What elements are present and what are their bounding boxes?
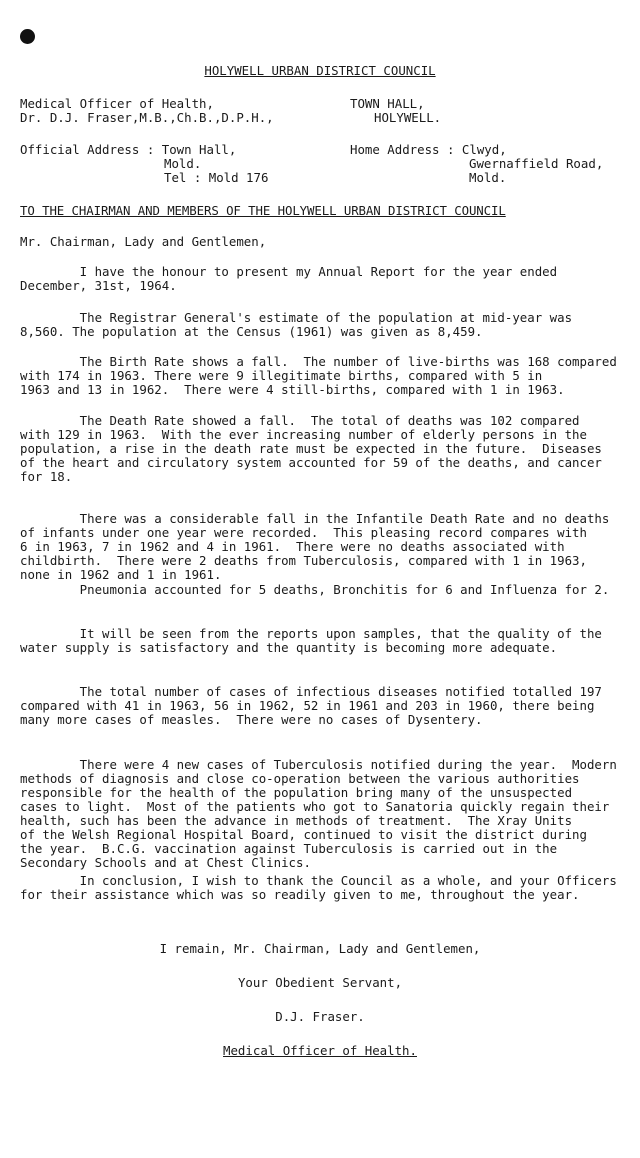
paragraph-9 <box>20 758 636 870</box>
council-title: HOLYWELL URBAN DISTRICT COUNCIL <box>204 63 436 78</box>
paragraph-line: responsible for the health of the population bring many of the unsuspected <box>20 785 573 800</box>
closing-block <box>20 942 636 1058</box>
punch-hole-icon <box>20 29 35 44</box>
paragraph-7 <box>20 627 636 655</box>
paragraph-line: of the Welsh Regional Hospital Board, continued to visit the district during <box>20 827 587 842</box>
home-address-l3: Mold. <box>469 170 507 185</box>
paragraph-6 <box>20 583 636 597</box>
paragraph-5 <box>20 512 636 582</box>
paragraph-line: I have the honour to present my Annual Report for the year ended <box>20 264 558 279</box>
salutation-text: Mr. Chairman, Lady and Gentlemen, <box>20 234 267 249</box>
office-line-2: HOLYWELL. <box>374 110 442 125</box>
paragraph-line: many more cases of measles. There were no cases of Dysentery. <box>20 712 483 727</box>
paragraph-line: with 129 in 1963. With the ever increasing number of elderly persons in the <box>20 427 587 442</box>
paragraph-2 <box>20 311 636 339</box>
paragraph-line: for 18. <box>20 469 73 484</box>
paragraph-line: health, such has been the advance in methods of treatment. The Xray Units <box>20 813 573 828</box>
paragraph-line: The Death Rate showed a fall. The total of deaths was 102 compared <box>20 413 580 428</box>
paragraph-line: In conclusion, I wish to thank the Council as a whole, and your Officers <box>20 873 617 888</box>
addressee-heading: TO THE CHAIRMAN AND MEMBERS OF THE HOLYWELL URBAN DISTRICT COUNCIL <box>20 203 506 218</box>
paragraph-line: Secondary Schools and at Chest Clinics. <box>20 855 311 870</box>
paragraph-3 <box>20 355 636 397</box>
paragraph-line: The total number of cases of infectious diseases notified totalled 197 <box>20 684 602 699</box>
paragraph-line: There were 4 new cases of Tuberculosis notified during the year. Modern <box>20 757 617 772</box>
official-address-l2: Mold. <box>164 156 202 171</box>
official-telephone: Tel : Mold 176 <box>164 170 269 185</box>
officer-block <box>20 97 636 125</box>
paragraph-line: compared with 41 in 1963, 56 in 1962, 52 in 1961 and 203 in 1960, there being <box>20 698 595 713</box>
paragraph-line: of the heart and circulatory system accounted for 59 of the deaths, and cancer <box>20 455 602 470</box>
official-address: Official Address : Town Hall, <box>20 142 237 157</box>
officer-role: Medical Officer of Health, <box>20 96 214 111</box>
officer-name: Dr. D.J. Fraser,M.B.,Ch.B.,D.P.H., <box>20 110 274 125</box>
paragraph-line: water supply is satisfactory and the quantity is becoming more adequate. <box>20 640 558 655</box>
paragraph-line: for their assistance which was so readily given to me, throughout the year. <box>20 887 580 902</box>
signatory-name: D.J. Fraser. <box>275 1009 365 1024</box>
paragraph-line: There was a considerable fall in the Infantile Death Rate and no deaths <box>20 511 610 526</box>
paragraph-line: methods of diagnosis and close co-operation between the various authorities <box>20 771 580 786</box>
paragraph-line: 1963 and 13 in 1962. There were 4 still-births, compared with 1 in 1963. <box>20 382 565 397</box>
paragraph-line: 8,560. The population at the Census (1961) was given as 8,459. <box>20 324 483 339</box>
paragraph-line: population, a rise in the death rate must be expected in the future. Diseases <box>20 441 602 456</box>
paragraph-10 <box>20 874 636 902</box>
paragraph-4 <box>20 414 636 484</box>
paragraph-8 <box>20 685 636 727</box>
home-address-l2: Gwernaffield Road, <box>469 156 604 171</box>
paragraph-line: childbirth. There were 2 deaths from Tuberculosis, compared with 1 in 1963, <box>20 553 587 568</box>
office-line-1: TOWN HALL, <box>350 96 425 111</box>
salutation <box>20 235 636 249</box>
address-block <box>20 143 636 185</box>
paragraph-line: The Registrar General's estimate of the population at mid-year was <box>20 310 573 325</box>
home-address: Home Address : Clwyd, <box>350 142 507 157</box>
paragraph-line: Pneumonia accounted for 5 deaths, Bronchitis for 6 and Influenza for 2. <box>20 582 610 597</box>
paragraph-line: 6 in 1963, 7 in 1962 and 4 in 1961. There were no deaths associated with <box>20 539 565 554</box>
paragraph-line: cases to light. Most of the patients who got to Sanatoria quickly regain their <box>20 799 610 814</box>
paragraph-line: December, 31st, 1964. <box>20 278 177 293</box>
paragraph-line: the year. B.C.G. vaccination against Tuberculosis is carried out in the <box>20 841 558 856</box>
signatory-title: Medical Officer of Health. <box>223 1043 417 1058</box>
closing-servant: Your Obedient Servant, <box>237 975 403 990</box>
paragraph-line: with 174 in 1963. There were 9 illegitimate births, compared with 5 in <box>20 368 543 383</box>
paragraph-line: none in 1962 and 1 in 1961. <box>20 567 222 582</box>
paragraph-line: The Birth Rate shows a fall. The number of live-births was 168 compared <box>20 354 617 369</box>
paragraph-1 <box>20 265 636 293</box>
paragraph-line: It will be seen from the reports upon samples, that the quality of the <box>20 626 602 641</box>
paragraph-line: of infants under one year were recorded. This pleasing record compares with <box>20 525 587 540</box>
closing-line: I remain, Mr. Chairman, Lady and Gentlemen, <box>159 941 481 956</box>
